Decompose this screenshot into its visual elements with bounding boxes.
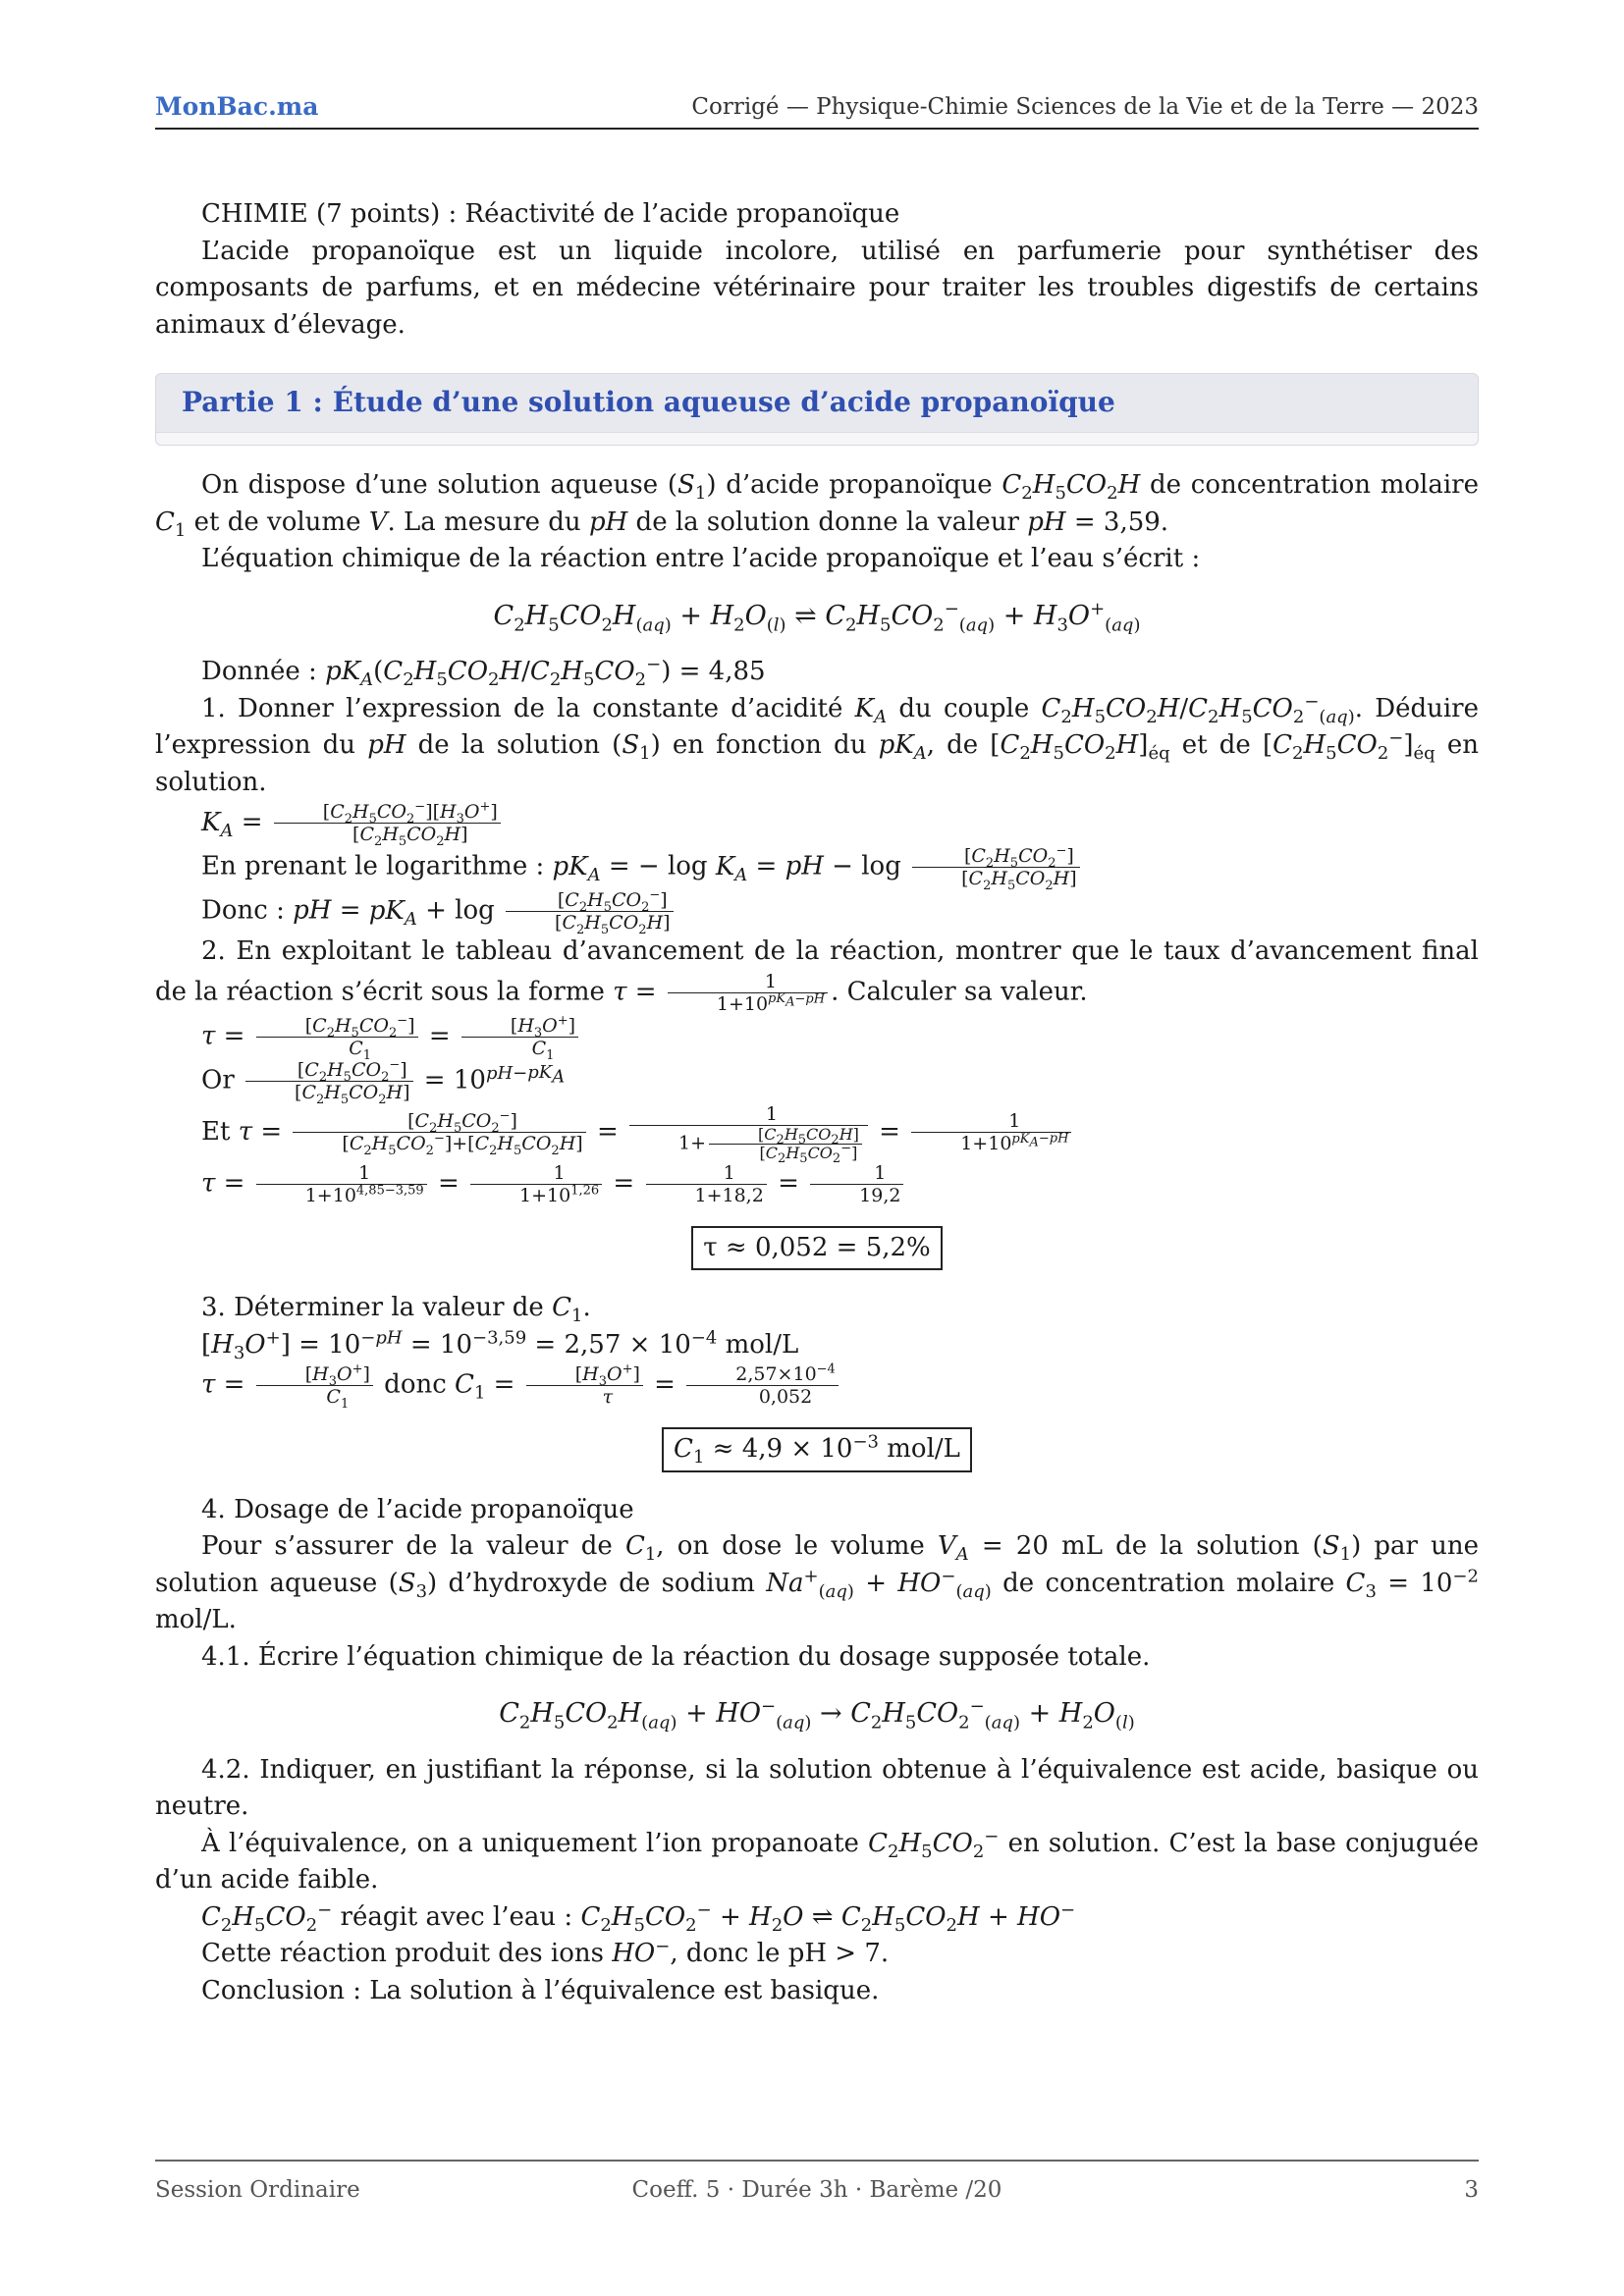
result-c1	[155, 1427, 1479, 1472]
paragraph-solution: On dispose d’une solution aqueuse $(S_1)$ d’acide propanoïque $C_2H_5CO_2H$ de concentration molaire $C_1$ et de volume V. La mesure du pH de la solution donne la valeur pH = 3,59.	[155, 470, 1479, 541]
formula-tau-numeric: τ = $\frac{1}{1+10^{4,85-3,59}}$ = $\frac{1}{1+10^{1,26}}$ = $\frac{1}{1+18,2}$ = $\frac{1}{19,2}$	[155, 1162, 1479, 1206]
formula-ka: $K_A$ = $\frac{[C_2H_5CO_2^-][H_3O^+]}{[C_2H_5CO_2H]}$	[155, 801, 1479, 845]
formula-log: En prenant le logarithme : $pK_A$ = − $\log K_A$ = pH − log $\frac{[C_2H_5CO_2^-]}{[C_2H_5CO_2H]}$	[155, 845, 1479, 889]
answer-reaction: $C_2H_5CO_2^-$ réagit avec l’eau : $C_2H_5CO_2^- + H_2O$ ⇌ $C_2H_5CO_2H + HO^-$	[201, 1898, 1076, 1936]
paragraph-equation-intro: L’équation chimique de la réaction entre l’acide propanoïque et l’eau s’écrit :	[201, 544, 1201, 573]
data-pka: Donnée : $pK_A(C_2H_5CO_2H/C_2H_5CO_2^-) = 4,85$	[201, 654, 766, 691]
answer-conclusion: Conclusion : La solution à l’équivalence est basique.	[201, 1975, 880, 2005]
result-tau	[155, 1226, 1479, 1271]
question-4-2: 4.2. Indiquer, en justifiant la réponse, si la solution obtenue à l’équivalence est acide, basique ou neutre.	[155, 1754, 1479, 1821]
footer-info: Coeff. 5 · Durée 3h · Barème /20	[631, 2177, 1002, 2203]
main-content	[155, 196, 1479, 2009]
intro-paragraph: L’acide propanoïque est un liquide incolore, utilisé en parfumerie pour synthétiser des composants de parfums, et en médecine vétérinaire pour traiter les troubles digestifs de certains animaux d’élevage.	[155, 236, 1479, 340]
question-4: 4. Dosage de l’acide propanoïque	[201, 1494, 634, 1524]
question-3: 3. Déterminer la valeur de $C_1$.	[201, 1293, 591, 1327]
brand-logo[interactable]: MonBac.ma	[155, 92, 319, 121]
answer-equivalence: À l’équivalence, on a uniquement l’ion propanoate $C_2H_5CO_2^-$ en solution. C’est la base conjuguée d’un acide faible.	[155, 1825, 1479, 1895]
section-divider	[156, 432, 1478, 445]
document-page	[155, 0, 1479, 2296]
answer-product: Cette réaction produit des ions HO−, donc le pH > 7.	[201, 1936, 890, 1968]
formula-ph: Donc : pH = $pK_A + \log$ $\frac{[C_2H_5CO_2^-]}{[C_2H_5CO_2H]}$	[155, 889, 1479, 934]
section-title: Partie 1 : Étude d’une solution aqueuse d’acide propanoïque	[182, 386, 1115, 418]
question-4-1: 4.1. Écrire l’équation chimique de la réaction du dosage supposée totale.	[201, 1641, 1151, 1672]
paragraph-dosage: Pour s’assurer de la valeur de $C_1$, on dose le volume $V_A = 20$ mL de la solution $(S_1)$ par une solution aqueuse $(S_3)$ d’hydroxyde de sodium $Na^+_{(aq)} + HO^-_{(aq)}$ de concentration molaire $C_3 = 10^{-2}$ mol/L.	[155, 1531, 1479, 1634]
header-title: Corrigé — Physique-Chimie Sciences de la Vie et de la Terre — 2023	[691, 94, 1479, 120]
section-header	[155, 373, 1479, 446]
formula-tau-def: τ = $\frac{[C_2H_5CO_2^-]}{C_1}$ = $\frac{[H_3O^+]}{C_1}$	[155, 1015, 1479, 1059]
equation-titration: $C_2H_5CO_2H_{(aq)} + HO^-_{(aq)} \to C_2H_5CO_2^-_{(aq)} + H_2O_{(l)}$	[499, 1696, 1135, 1734]
result-c1-box: $C_1 \approx 4,9 \times 10^{-3}$ mol/L	[662, 1427, 972, 1472]
formula-c1: τ = $\frac{[H_3O^+]}{C_1}$ donc $C_1$ = $\frac{[H_3O^+]}{\tau}$ = $\frac{2,57\times 10^{-4}}{0,052}$	[155, 1363, 1479, 1408]
question-1: 1. Donner l’expression de la constante d’acidité $K_A$ du couple $C_2H_5CO_2H/C_2H_5CO_2^-_{(aq)}$. Déduire l’expression du pH de la solution $(S_1)$ en fonction du $pK_A$, de $[C_2H_5CO_2H]_{éq}$ et de $[C_2H_5CO_2^-]_{éq}$ en solution.	[155, 690, 1480, 797]
formula-h3o: $[H_3O^+] = 10^{-pH} = 10^{-3,59} = 2,57 \times 10^{-4}$ mol/L	[201, 1326, 799, 1363]
formula-tau-derivation: Et τ = $\frac{[C_2H_5CO_2^-]}{[C_2H_5CO_2^-]+[C_2H_5CO_2H]}$ = 1 1+ $\frac{[C_2H_5CO_2H]}{[C_2H_5CO_2^-]}$ = $\frac{1}{1+10^{pK_A-pH}}$	[155, 1103, 1479, 1162]
result-tau-box: τ ≈ 0,052 = 5,2%	[691, 1226, 943, 1271]
question-2: 2. En exploitant le tableau d’avancement de la réaction, montrer que le taux d’avancement final de la réaction s’écrit sous la forme τ = $\frac{1}{1+10^{pK_A-pH}}$ . Calculer sa valeur.	[155, 936, 1479, 1015]
footer-session: Session Ordinaire	[155, 2177, 360, 2203]
chemistry-title: CHIMIE (7 points) : Réactivité de l’acide propanoïque	[201, 199, 900, 229]
formula-ratio: Or $\frac{[C_2H_5CO_2^-]}{[C_2H_5CO_2H]}$ = $10^{pH-pK_A}$	[201, 1057, 566, 1107]
equation-dissociation: $C_2H_5CO_2H_{(aq)} + H_2O_{(l)}$ ⇌ $C_2H_5CO_2^-_{(aq)} + H_3O^+_{(aq)}$	[493, 598, 1141, 635]
page-footer	[155, 2160, 1479, 2201]
page-number: 3	[1464, 2177, 1479, 2203]
page-header	[155, 90, 1479, 130]
